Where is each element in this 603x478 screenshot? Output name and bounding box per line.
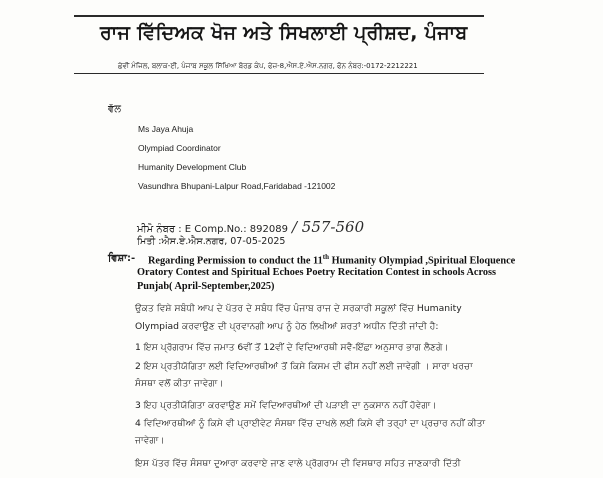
condition-2-line2: ਸੰਸਥਾ ਵਲੋਂ ਕੀਤਾ ਜਾਵੇਗਾ। — [135, 378, 224, 389]
condition-5-line1: ਇਸ ਪੱਤਰ ਵਿੱਚ ਸੰਸਥਾ ਦੁਆਰਾ ਕਰਵਾਏ ਜਾਣ ਵਾਲੇ ਪ੍ਰੋਗਰਾਮ ਦੀ ਵਿਸਥਾਰ ਸਹਿਤ ਜਾਣਕਾਰੀ ਦਿੱਤੀ — [135, 458, 461, 469]
condition-4-line1: 4 ਵਿਦਿਆਰਥੀਆਂ ਨੂੰ ਕਿਸੇ ਵੀ ਪ੍ਰਾਈਵੇਟ ਸੰਸਥਾ ਵਿੱਚ ਦਾਖਲੇ ਲਈ ਕਿਸੇ ਵੀ ਤਰ੍ਹਾਂ ਦਾ ਪ੍ਰਚਾਰ ਨਹੀਂ ਕੀਤਾ — [135, 418, 486, 429]
subject-line-1-start: Regarding Permission to conduct the 11 — [148, 255, 323, 267]
subject-line-2: Oratory Contest and Spiritual Echoes Poetry Recitation Contest in schools Across — [137, 267, 497, 278]
recipient-address: Vasundhra Bhupani-Lalpur Road,Faridabad -121002 — [138, 181, 336, 191]
memo-label: ਮੀਮੋ ਨੰਬਰ : E Comp.No.: 892089 — [137, 224, 288, 235]
subject-label: ਵਿਸ਼ਾ:- — [108, 253, 136, 264]
condition-3: 3 ਇਹ ਪ੍ਰਤੀਯੋਗਿਤਾ ਕਰਵਾਉਣ ਸਮੇਂ ਵਿਦਿਆਰਥੀਆਂ ਦੀ ਪੜਾਈ ਦਾ ਨੁਕਸਾਨ ਨਹੀਂ ਹੋਵੇਗਾ। — [135, 400, 437, 411]
subject-superscript: th — [322, 253, 329, 261]
letterhead-top-rule — [74, 15, 484, 17]
recipient-organization: Humanity Development Club — [138, 162, 247, 172]
recipient-designation: Olympiad Coordinator — [138, 143, 221, 153]
body-para1-line2: Olympiad ਕਰਵਾਉਣ ਦੀ ਪ੍ਰਵਾਨਗੀ ਆਪ ਨੂੰ ਹੇਠ ਲਿਖੀਆਂ ਸ਼ਰਤਾਂ ਅਧੀਨ ਦਿੱਤੀ ਜਾਂਦੀ ਹੈ: — [135, 321, 439, 332]
condition-2-line1: 2 ਇਸ ਪ੍ਰਤੀਯੋਗਿਤਾ ਲਈ ਵਿਦਿਆਰਥੀਆਂ ਤੋਂ ਕਿਸੇ ਕਿਸਮ ਦੀ ਫੀਸ ਨਹੀਂ ਲਈ ਜਾਵੇਗੀ । ਸਾਰਾ ਖਰਚਾ — [135, 361, 473, 372]
subject-line-3: Punjab( April-September,2025) — [137, 281, 275, 292]
memo-number — [137, 218, 364, 236]
letterhead-address: ਛੇਵੀਂ ਮੰਜਿਲ, ਬਲਾਕ-ਈ, ਪੰਜਾਬ ਸਕੂਲ ਸਿੱਖਿਆ ਬੋਰਡ ਕੰਪ, ਫੇਜ਼-8,ਐਸ.ਏ.ਐਸ.ਨਗਰ, ਫੋਨ ਨੰਬਰ:-0172-2212221 — [118, 62, 418, 70]
letterhead-bottom-rule — [74, 73, 484, 74]
recipient-name: Ms Jaya Ahuja — [138, 124, 194, 134]
condition-4-line2: ਜਾਵੇਗਾ। — [135, 435, 165, 446]
subject-line-1 — [148, 253, 515, 266]
condition-1: 1 ਇਸ ਪ੍ਰੋਗਰਾਮ ਵਿੱਚ ਜਮਾਤ 6ਵੀਂ ਤੋਂ 12ਵੀਂ ਦੇ ਵਿਦਿਆਰਥੀ ਸਵੈ-ਇੱਛਾ ਅਨੁਸਾਰ ਭਾਗ ਲੈਣਗੇ। — [135, 342, 449, 353]
letterhead-title: ਰਾਜ ਵਿੱਦਿਅਕ ਖੋਜ ਅਤੇ ਸਿਖਲਾਈ ਪ੍ਰੀਸ਼ਦ, ਪੰਜਾਬ — [100, 22, 468, 44]
letter-date: ਮਿਤੀ :ਐਸ.ਏ.ਐਸ.ਨਗਰ, 07-05-2025 — [137, 236, 286, 247]
salutation: ਵੱਲ — [108, 104, 122, 115]
body-para1-line1: ਉਕਤ ਵਿਸ਼ੇ ਸਬੰਧੀ ਆਪ ਦੇ ਪੱਤਰ ਦੇ ਸਬੰਧ ਵਿੱਚ ਪੰਜਾਬ ਰਾਜ ਦੇ ਸਰਕਾਰੀ ਸਕੂਲਾਂ ਵਿੱਚ Humanity — [135, 303, 462, 314]
memo-handwritten-number: / 557-560 — [291, 218, 365, 236]
subject-line-1-end: Humanity Olympiad ,Spiritual Eloquence — [329, 255, 516, 267]
